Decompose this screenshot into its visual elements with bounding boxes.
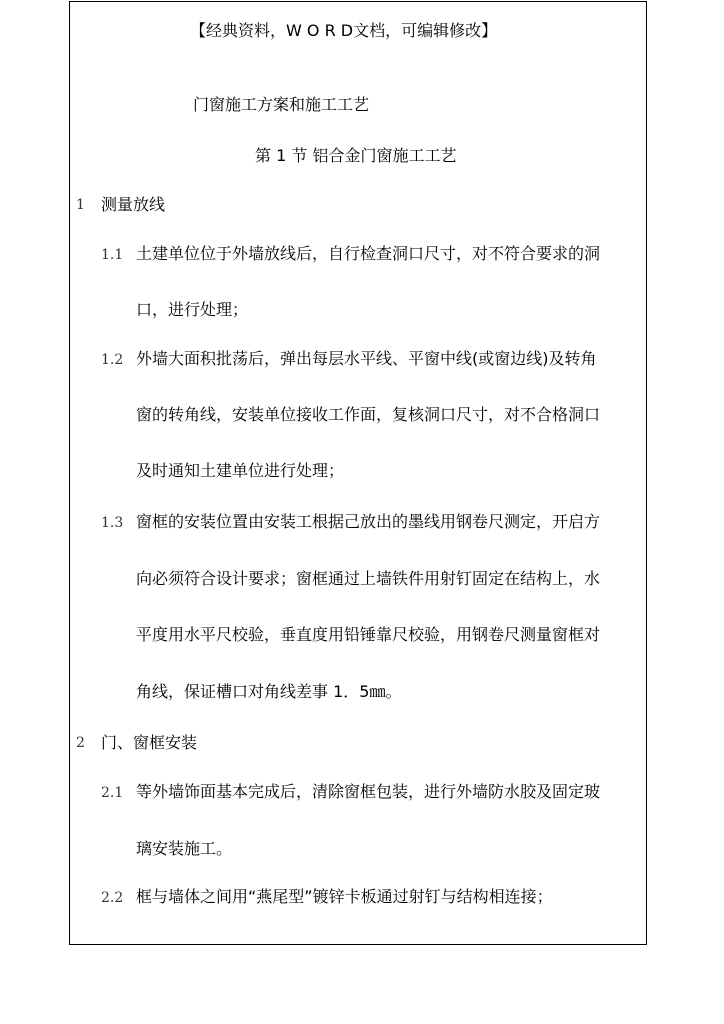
item-number: 1.1 [101, 247, 124, 263]
paragraph-line: 窗框的安装位置由安装工根据己放出的墨线用钢卷尺测定，开启方 [136, 512, 601, 531]
paragraph-line: 角线，保证槽口对角线差事 1．5㎜。 [136, 682, 402, 701]
section-number: 2 [76, 735, 85, 751]
item-number: 2.1 [101, 785, 124, 801]
item-number: 2.2 [101, 890, 124, 906]
paragraph-line: 平度用水平尺校验，垂直度用铅锤靠尺校验，用钢卷尺测量窗框对 [136, 625, 601, 644]
paragraph-line: 向必须符合设计要求；窗框通过上墙铁件用射钉固定在结构上，水 [136, 569, 601, 588]
paragraph-line: 窗的转角线，安装单位接收工作面，复核洞口尺寸，对不合格洞口 [136, 405, 601, 424]
item-number: 1.3 [101, 515, 124, 531]
section-number: 1 [76, 197, 85, 213]
paragraph-line: 口，进行处理； [136, 300, 249, 319]
paragraph-line: 及时通知土建单位进行处理； [136, 461, 345, 480]
paragraph-line: 框与墙体之间用“燕尾型”镀锌卡板通过射钉与结构相连接； [136, 887, 553, 906]
paragraph-line: 土建单位位于外墙放线后，自行检查洞口尺寸，对不符合要求的洞 [136, 244, 601, 263]
document-title: 门窗施工方案和施工工艺 [193, 95, 370, 114]
section-title: 第 1 节 铝合金门窗施工工艺 [255, 146, 457, 165]
section-heading: 测量放线 [101, 195, 166, 214]
paragraph-line: 外墙大面积批荡后，弹出每层水平线、平窗中线(或窗边线)及转角 [136, 349, 597, 368]
paragraph-line: 等外墙饰面基本完成后，清除窗框包装，进行外墙防水胶及固定玻 [136, 782, 601, 801]
paragraph-line: 璃安装施工。 [136, 839, 233, 858]
item-number: 1.2 [101, 352, 124, 368]
header-note: 【经典资料，W O R D文档，可编辑修改】 [190, 21, 498, 40]
section-heading: 门、窗框安装 [101, 733, 198, 752]
